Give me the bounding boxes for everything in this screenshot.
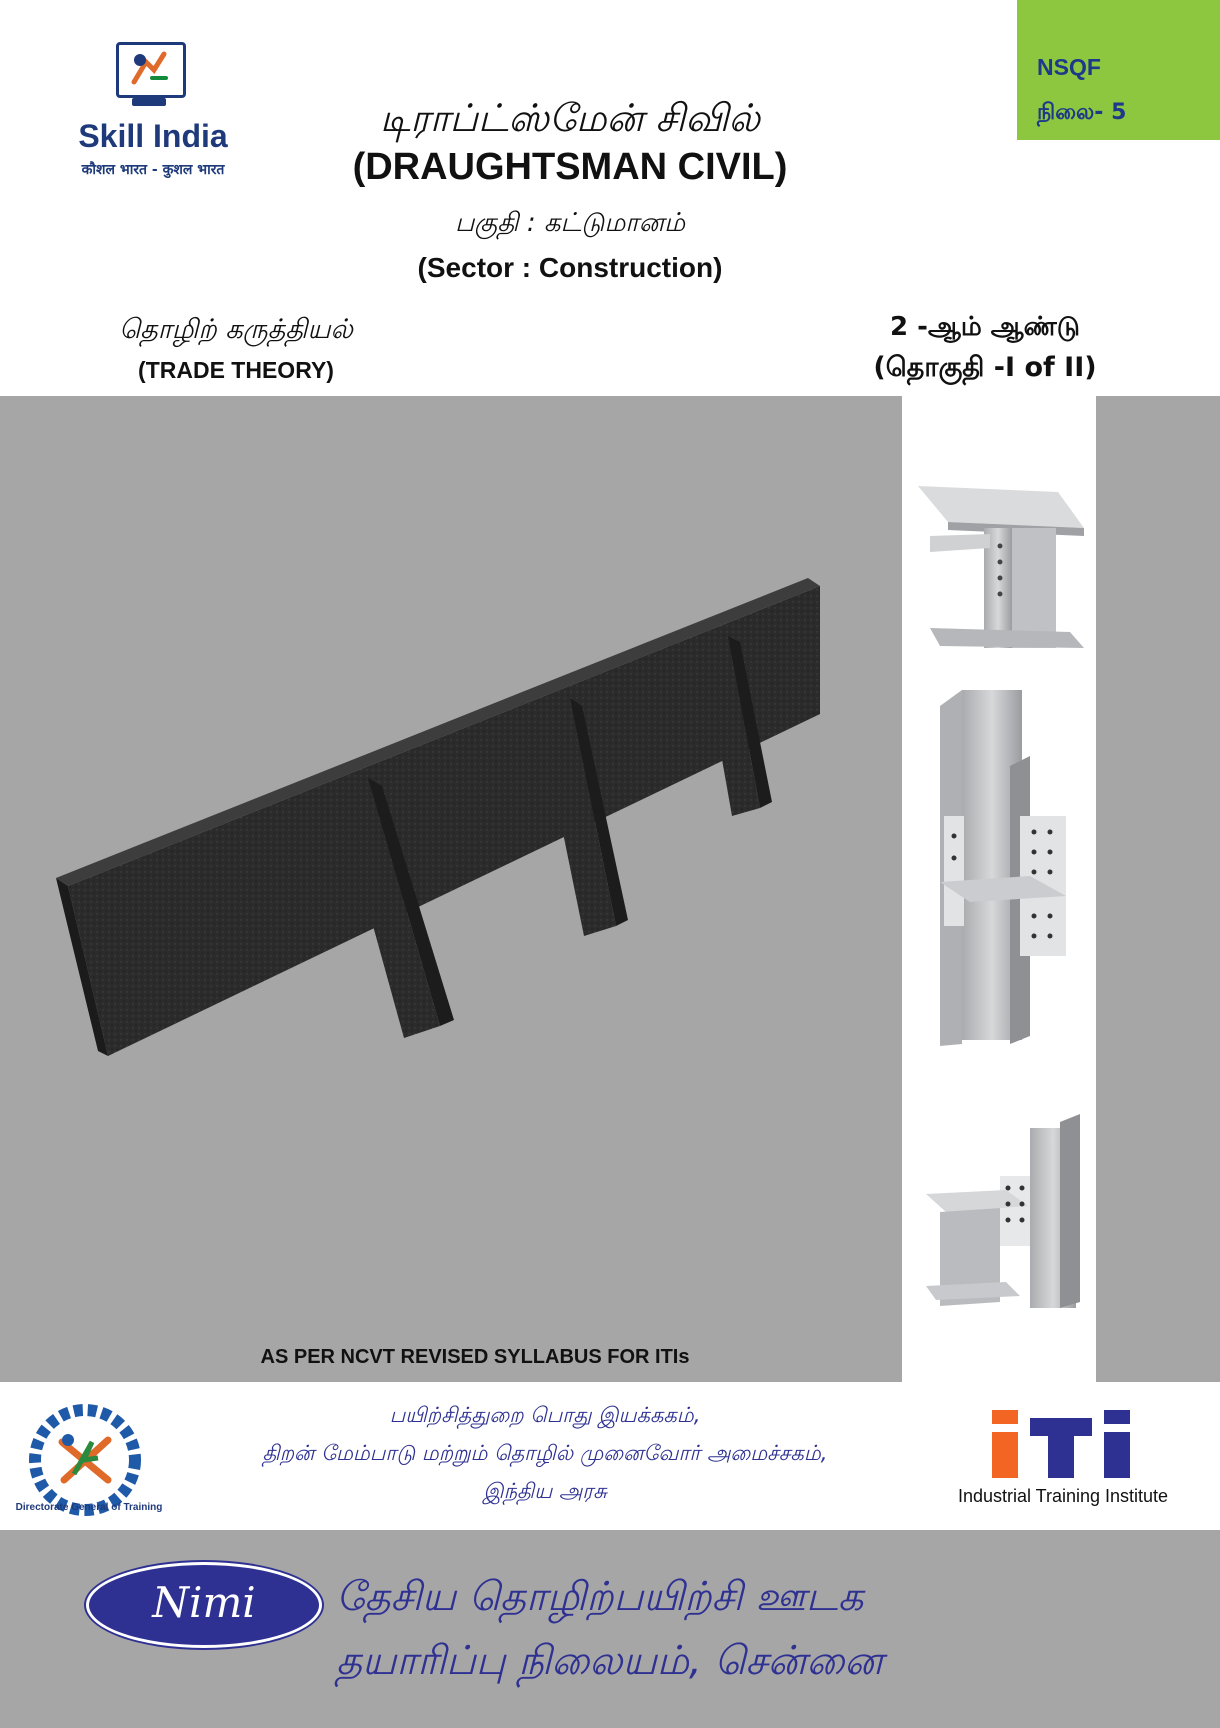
year-label: 2 -ஆம் ஆண்டு [890,312,1080,342]
dgt-caption: Directorate General of Training [15,1502,163,1513]
iti-logo [990,1410,1136,1480]
cover-illustration [0,396,1220,1382]
nimi-name-line-2: தயாரிப்பு நிலையம், சென்னை [336,1638,884,1684]
iti-caption: Industrial Training Institute [957,1486,1169,1506]
nimi-logo-text: Nimi [152,1578,256,1627]
monitor-stand [132,98,166,106]
sector-tamil: பகுதி : கட்டுமானம் [454,208,686,238]
dgt-gear-logo [22,1402,148,1518]
nimi-name-line-1: தேசிய தொழிற்பயிற்சி ஊடக [336,1574,864,1620]
nsqf-label: NSQF [1037,54,1101,80]
title-tamil: டிராப்ட்ஸ்மேன் சிவில் [379,96,761,140]
nsqf-badge [1017,0,1220,140]
counterfort-wall [56,578,820,1056]
trade-theory-tamil: தொழிற் கருத்தியல் [119,314,353,345]
sector-english: (Sector : Construction) [417,252,723,283]
syllabus-note: AS PER NCVT REVISED SYLLABUS FOR ITIs [260,1346,690,1368]
volume-label: (தொகுதி -I of II) [873,352,1097,383]
steel-beam-connection-top [918,486,1084,648]
skill-india-brand: Skill India [78,118,228,154]
skill-india-tagline: कौशल भारत - कुशल भारत [81,162,225,178]
steel-column-splice [940,690,1066,1046]
nsqf-level: நிலை- 5 [1037,100,1127,125]
ministry-line-2: திறன் மேம்பாடு மற்றும் தொழில் முனைவோர் அமைச்சகம், [262,1441,828,1465]
trade-theory-english: (TRADE THEORY) [138,357,334,383]
title-english: (DRAUGHTSMAN CIVIL) [352,146,788,188]
nimi-logo [86,1556,326,1656]
skill-india-logo [48,38,258,188]
ministry-line-3: இந்திய அரசு [483,1479,607,1503]
steel-beam-connection-bottom [926,1114,1080,1308]
ministry-line-1: பயிற்சித்துறை பொது இயக்ககம், [389,1403,701,1427]
hand-tools-icon [126,48,172,88]
